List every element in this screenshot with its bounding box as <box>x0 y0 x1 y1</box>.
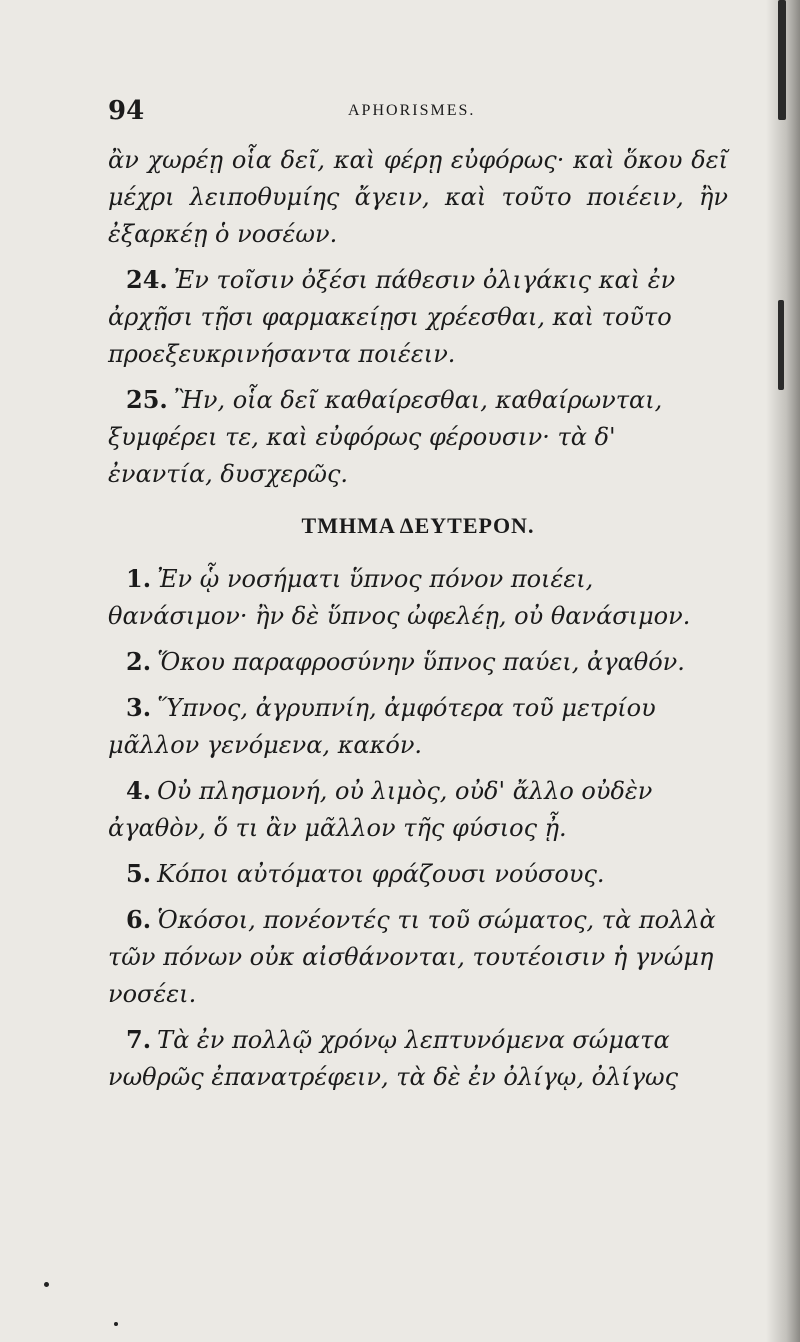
aphorism-25 <box>108 381 728 493</box>
aphorism-number: 3. <box>126 693 152 722</box>
page-edge-shadow <box>766 0 800 1342</box>
ink-speck <box>44 1282 49 1287</box>
aphorism-text: Ὕπνος, ἀγρυπνίη, ἀμφότερα τοῦ μετρίου μᾶλλον γενόμενα, κακόν. <box>108 694 656 759</box>
page-header <box>108 96 708 132</box>
aphorism-number: 7. <box>126 1025 152 1054</box>
aphorism-4 <box>108 772 728 847</box>
ink-speck <box>114 1322 118 1326</box>
aphorism-text: Κόποι αὐτόματοι φράζουσι νούσους. <box>157 860 605 888</box>
aphorism-number: 2. <box>126 647 152 676</box>
aphorism-text: Ὅκου παραφροσύνην ὕπνος παύει, ἀγαθόν. <box>157 648 685 676</box>
aphorism-1 <box>108 560 728 635</box>
aphorism-number: 25. <box>126 385 168 414</box>
aphorism-7 <box>108 1021 728 1096</box>
page-edge-mark <box>778 300 784 390</box>
aphorism-24 <box>108 261 728 373</box>
page-number: 94 <box>108 96 145 126</box>
page-edge-mark <box>778 0 786 120</box>
aphorism-5 <box>108 855 728 893</box>
section-title: ΤΜΗΜΑ ΔΕΥΤΕΡΟΝ. <box>301 513 535 538</box>
aphorism-text: Ἐν τοῖσιν ὀξέσι πάθεσιν ὀλιγάκις καὶ ἐν ἀρχῇσι τῇσι φαρμακείῃσι χρέεσθαι, καὶ τοῦτο προεξευκρινήσαντα ποιέειν. <box>108 266 676 368</box>
aphorism-number: 4. <box>126 776 152 805</box>
aphorism-number: 6. <box>126 905 152 934</box>
aphorism-2 <box>108 643 728 681</box>
aphorism-number: 24. <box>126 265 168 294</box>
continuation-paragraph: ἂν χωρέῃ οἷα δεῖ, καὶ φέρῃ εὐφόρως· καὶ ὅκου δεῖ μέχρι λειποθυμίης ἄγειν, καὶ τοῦτο ποιέειν, ἢν ἐξαρκέῃ ὁ νοσέων. <box>108 146 728 248</box>
aphorism-text: Ἐν ᾧ νοσήματι ὕπνος πόνον ποιέει, θανάσιμον· ἢν δὲ ὕπνος ὠφελέῃ, οὐ θανάσιμον. <box>108 565 691 630</box>
aphorism-text: Οὐ πλησμονή, οὐ λιμὸς, οὐδ' ἄλλο οὐδὲν ἀγαθὸν, ὅ τι ἂν μᾶλλον τῆς φύσιος ᾖ. <box>108 777 653 842</box>
page-text <box>108 142 728 1104</box>
aphorism-text: Τὰ ἐν πολλῷ χρόνῳ λεπτυνόμενα σώματα νωθρῶς ἐπανατρέφειν, τὰ δὲ ἐν ὀλίγῳ, ὀλίγως <box>108 1026 679 1091</box>
aphorism-3 <box>108 689 728 764</box>
aphorism-number: 1. <box>126 564 152 593</box>
aphorism-text: Ὁκόσοι, πονέοντές τι τοῦ σώματος, τὰ πολλὰ τῶν πόνων οὐκ αἰσθάνονται, τουτέοισιν ἡ γνώμη νοσέει. <box>108 906 716 1008</box>
aphorism-number: 5. <box>126 859 152 888</box>
aphorism-text: Ἢν, οἷα δεῖ καθαίρεσθαι, καθαίρωνται, ξυμφέρει τε, καὶ εὐφόρως φέρουσιν· τὰ δ' ἐναντία, δυσχερῶς. <box>108 386 663 488</box>
aphorism-6 <box>108 901 728 1013</box>
running-title: APHORISMES. <box>348 102 476 119</box>
